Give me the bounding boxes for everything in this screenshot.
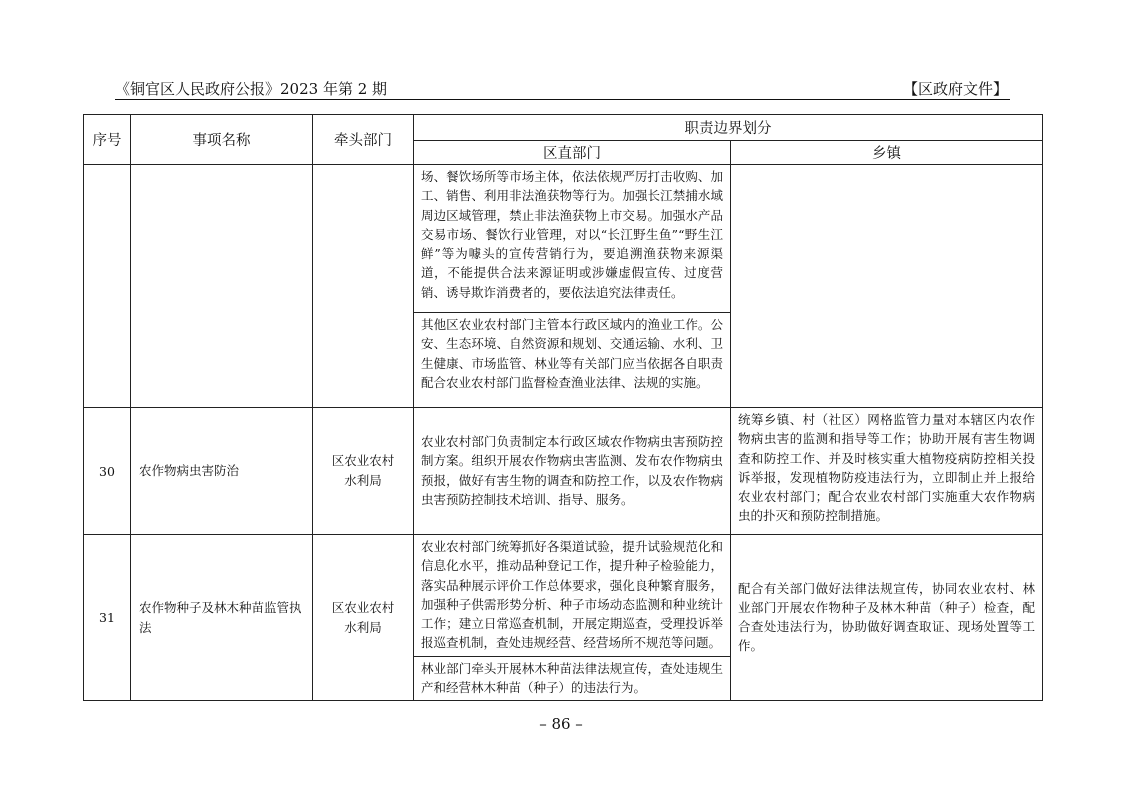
row-district-text: 林业部门牵头开展林木种苗法律法规宣传，查处违规生产和经营林木种苗（种子）的违法行为。	[414, 656, 731, 701]
table-row	[84, 408, 1043, 535]
header-lead-dept: 牵头部门	[313, 115, 414, 165]
row-town-text	[731, 165, 1043, 408]
table-row	[84, 165, 1043, 313]
responsibility-table	[83, 114, 1043, 701]
header-num: 序号	[84, 115, 131, 165]
row-lead-dept: 区农业农村水利局	[313, 408, 414, 535]
row-district-text: 其他区农业农村部门主管本行政区域内的渔业工作。公安、生态环境、自然资源和规划、交通运输、水利、卫生健康、市场监管、林业等有关部门应当依据各自职责配合农业农村部门监督检查渔业法律、法规的实施。	[414, 313, 731, 408]
section-label: 【区政府文件】	[902, 80, 1008, 98]
row-item-name: 农作物种子及林木种苗监管执法	[131, 535, 313, 701]
row-town-text: 统筹乡镇、村（社区）网格监管力量对本辖区内农作物病虫害的监测和指导等工作；协助开展有害生物调查和防控工作、并及时核实重大植物疫病防控相关投诉举报，发现植物防疫违法行为，立即制止并上报给农业农村部门；配合农业农村部门实施重大农作物病虫的扑灭和预防控制措施。	[731, 408, 1043, 535]
table-row	[84, 535, 1043, 657]
row-item-name: 农作物病虫害防治	[131, 408, 313, 535]
row-district-text: 场、餐饮场所等市场主体，依法依规严厉打击收购、加工、销售、利用非法渔获物等行为。加强长江禁捕水域周边区域管理，禁止非法渔获物上市交易。加强水产品交易市场、餐饮行业管理，对以“长江野生鱼”“野生江鲜”等为噱头的宣传营销行为，要追溯渔获物来源渠道，不能提供合法来源证明或涉嫌虚假宣传、过度营销、诱导欺诈消费者的，要依法追究法律责任。	[414, 165, 731, 313]
row-item-name	[131, 165, 313, 408]
header-item-name: 事项名称	[131, 115, 313, 165]
header-divider	[115, 99, 1010, 100]
row-num: 31	[84, 535, 131, 701]
bulletin-title: 《铜官区人民政府公报》2023 年第 2 期	[115, 80, 388, 98]
row-town-text: 配合有关部门做好法律法规宣传，协同农业农村、林业部门开展农作物种子及林木种苗（种子）检查，配合查处违法行为，协助做好调查取证、现场处置等工作。	[731, 535, 1043, 701]
page-number: – 86 –	[539, 715, 583, 733]
row-lead-dept	[313, 165, 414, 408]
row-lead-dept: 区农业农村水利局	[313, 535, 414, 701]
row-num	[84, 165, 131, 408]
header-division: 职责边界划分	[414, 115, 1043, 141]
header-district-dept: 区直部门	[414, 141, 731, 165]
row-num: 30	[84, 408, 131, 535]
row-district-text: 农业农村部门统筹抓好各渠道试验，提升试验规范化和信息化水平，推动品种登记工作，提升种子检验能力，落实品种展示评价工作总体要求，强化良种繁育服务，加强种子供需形势分析、种子市场动态监测和种业统计工作；建立日常巡查机制，开展定期巡查，受理投诉举报巡查机制，查处违规经营、经营场所不规范等问题。	[414, 535, 731, 657]
row-district-text: 农业农村部门负责制定本行政区域农作物病虫害预防控制方案。组织开展农作物病虫害监测、发布农作物病虫预报，做好有害生物的调查和防控工作，以及农作物病虫害预防控制技术培训、指导、服务。	[414, 408, 731, 535]
header-town: 乡镇	[731, 141, 1043, 165]
